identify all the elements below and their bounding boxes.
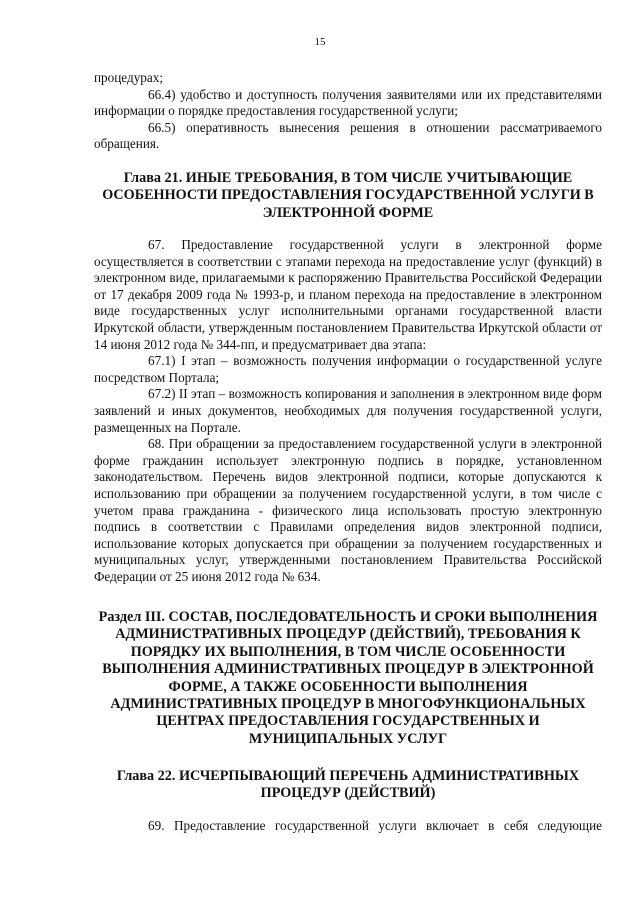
chapter-22-title-line-1: Глава 22. ИСЧЕРПЫВАЮЩИЙ ПЕРЕЧЕНЬ АДМИНИСТРАТИВНЫХ: [116, 768, 580, 784]
chapter-21-title-line-3: ЭЛЕКТРОННОЙ ФОРМЕ: [262, 204, 434, 221]
paragraph-68: 68. При обращении за предоставлением государственной услуги в электронной форме гражданин использует электронную подпись в порядке, установленном законодательством. Перечень видов электронной подписи, которые допускаются к использованию при обращении за получением государственной услуги, в том числе с учетом права гражданина - физического лица использовать простую электронную подпись в соответствии с Правилами определения видов электронной подписи, использование которых допускается при обращении за получением государственных и муниципальных услуг, утвержденными постановлением Правительства Российской Федерации от 25 июня 2012 года № 634.: [94, 436, 602, 584]
paragraph-66-4: 66.4) удобство и доступность получения заявителями или их представителями информации о порядке предоставления государственной услуги;: [94, 86, 602, 119]
page-number: 15: [314, 36, 326, 48]
chapter-21-title-line-2: ОСОБЕННОСТИ ПРЕДОСТАВЛЕНИЯ ГОСУДАРСТВЕННОЙ УСЛУГИ В: [102, 187, 594, 204]
chapter-21-body: [94, 237, 602, 585]
paragraph-67-1: 67.1) I этап – возможность получения информации о государственной услуге посредством Портала;: [94, 353, 602, 385]
paragraph-67-2: 67.2) II этап – возможность копирования и заполнения в электронном виде форм заявлений и иных документов, необходимых для получения государственной услуги, размещенных на Портале.: [94, 386, 602, 435]
section-3-heading: [90, 609, 606, 748]
chapter-21-title-line-1: Глава 21. ИНЫЕ ТРЕБОВАНИЯ, В ТОМ ЧИСЛЕ УЧИТЫВАЮЩИЕ: [123, 170, 573, 186]
section-3-title-line-6: АДМИНИСТРАТИВНЫХ ПРОЦЕДУР В МНОГОФУНКЦИОНАЛЬНЫХ: [110, 696, 586, 713]
intro-block: [94, 70, 602, 153]
chapter-22-heading: [94, 768, 602, 803]
section-3-title-line-1: Раздел III. СОСТАВ, ПОСЛЕДОВАТЕЛЬНОСТЬ И СРОКИ ВЫПОЛНЕНИЯ: [98, 609, 598, 625]
chapter-22-body: [94, 818, 602, 835]
chapter-21-heading: [94, 170, 602, 222]
chapter-22-title-line-2: ПРОЦЕДУР (ДЕЙСТВИЙ): [260, 785, 436, 802]
section-3-title-line-8: МУНИЦИПАЛЬНЫХ УСЛУГ: [248, 730, 448, 747]
section-3-title-line-3: ПОРЯДКУ ИХ ВЫПОЛНЕНИЯ, В ТОМ ЧИСЛЕ ОСОБЕННОСТИ: [130, 643, 566, 660]
section-3-title-line-7: ЦЕНТРАХ ПРЕДОСТАВЛЕНИЯ ГОСУДАРСТВЕННЫХ И: [156, 713, 540, 730]
paragraph-67: 67. Предоставление государственной услуги в электронной форме осуществляется в соответствии с этапами перехода на предоставление услуг (функций) в электронном виде, прилагаемыми к распоряжению Правительства Российской Федерации от 17 декабря 2009 года № 1993-р, и планом перехода на предоставление в электронном виде государственных услуг исполнительными органами государственной власти Иркутской области, утвержденным постановлением Правительства Иркутской области от 14 июня 2012 года № 344-пп, и предусматривает два этапа:: [94, 237, 602, 352]
section-3-title-line-5: ФОРМЕ, А ТАКЖЕ ОСОБЕННОСТИ ВЫПОЛНЕНИЯ: [168, 678, 528, 695]
section-3-title-line-4: ВЫПОЛНЕНИЯ АДМИНИСТРАТИВНЫХ ПРОЦЕДУР В ЭЛЕКТРОННОЙ: [102, 661, 594, 678]
section-3-title-line-2: АДМИНИСТРАТИВНЫХ ПРОЦЕДУР (ДЕЙСТВИЙ), ТРЕБОВАНИЯ К: [115, 626, 581, 643]
paragraph-66-5: 66.5) оперативность вынесения решения в отношении рассматриваемого обращения.: [94, 119, 602, 152]
paragraph-continuation: процедурах;: [94, 70, 163, 85]
paragraph-69: 69. Предоставление государственной услуги включает в себя следующие: [148, 818, 602, 833]
